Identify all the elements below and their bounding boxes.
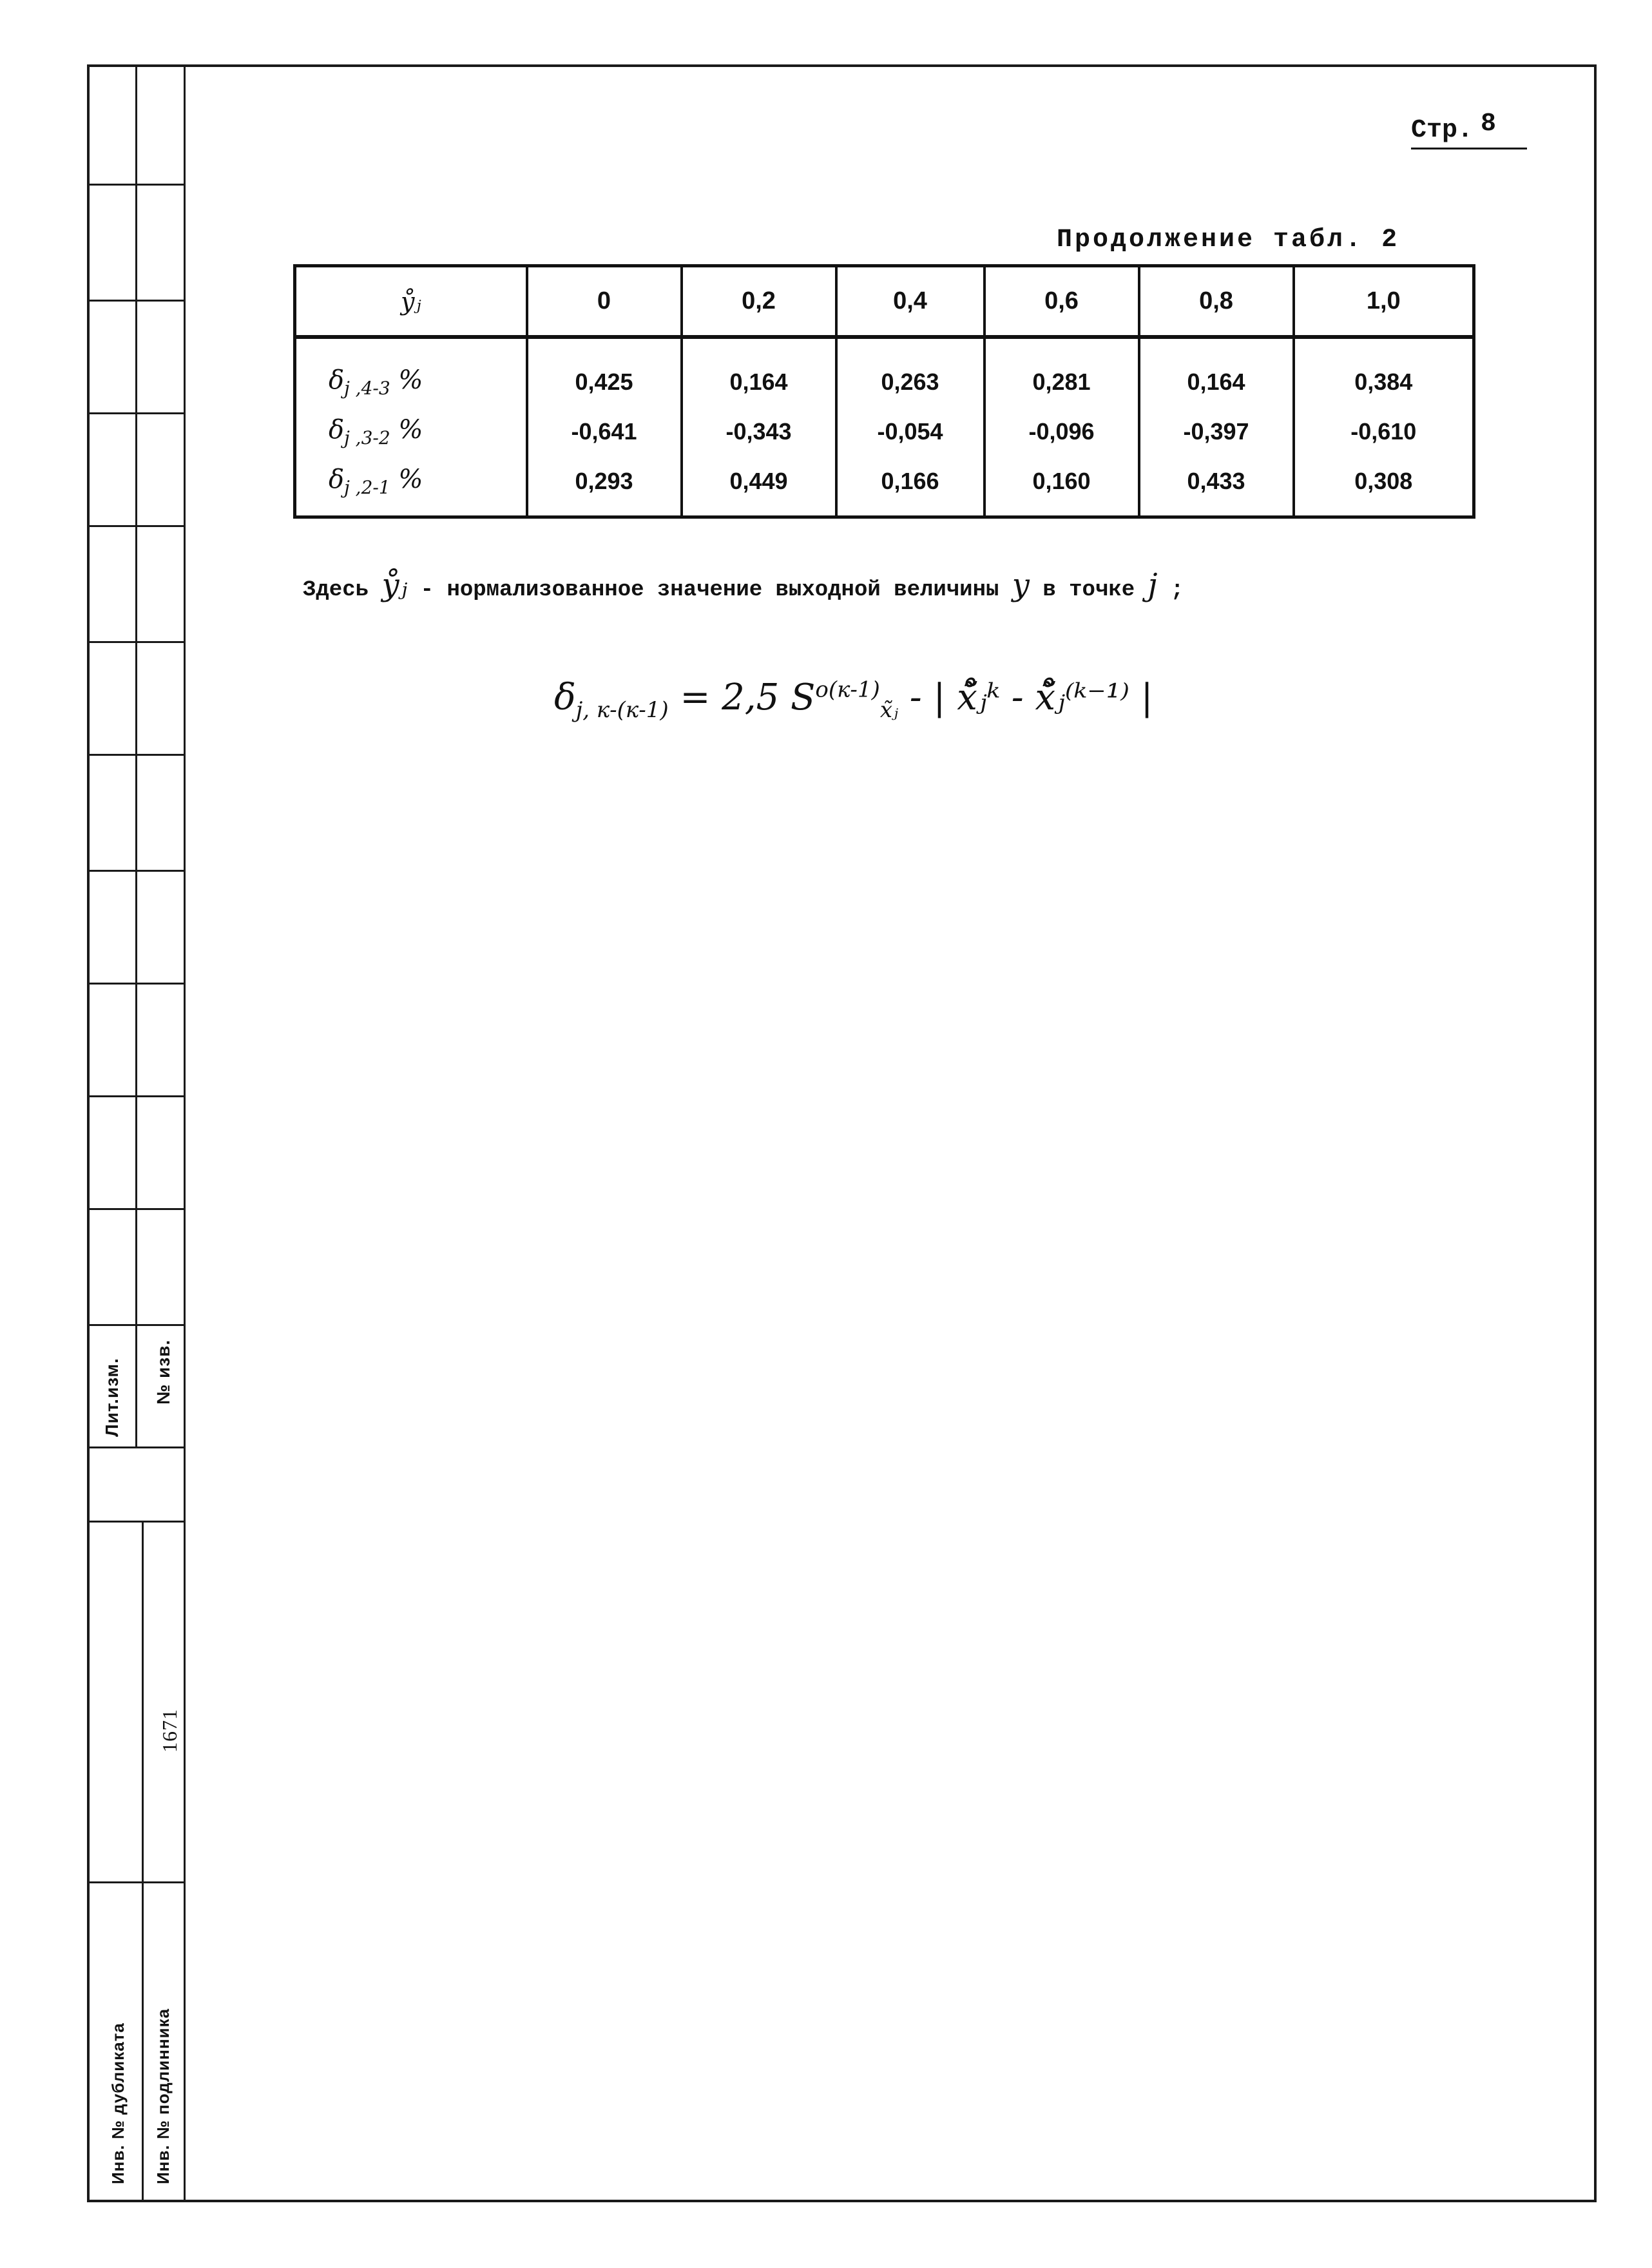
- table-cell: -0,054: [836, 407, 984, 456]
- stamp-row-line: [88, 1095, 184, 1097]
- stamp-row-line: [88, 870, 184, 872]
- table-cell: 0,308: [1294, 457, 1474, 517]
- header-cell: 0,8: [1139, 266, 1294, 338]
- delta-symbol: δ: [329, 415, 345, 445]
- table-cell: 0,433: [1139, 457, 1294, 517]
- note-symbol: ẙⱼ: [381, 567, 408, 603]
- table-cell: 0,263: [836, 337, 984, 407]
- formula: [554, 677, 1153, 723]
- header-y-label: ẙⱼ: [295, 266, 527, 338]
- note-end: ;: [1170, 578, 1184, 602]
- table-cell: 0,384: [1294, 337, 1474, 407]
- data-table: [293, 264, 1475, 519]
- stamp-row-line: [88, 412, 184, 414]
- table-cell: -0,343: [682, 407, 836, 456]
- table-cell: 0,164: [682, 337, 836, 407]
- note-line: [303, 567, 1184, 603]
- stamp-row-line: [88, 300, 184, 302]
- row-label-sub: j ,3-2: [344, 427, 390, 449]
- row-label-sub: j ,2-1: [344, 477, 390, 499]
- percent-unit: %: [398, 465, 423, 495]
- table-caption: Продолжение табл. 2: [1057, 226, 1400, 255]
- formula-lhs-sub: j, к-(к-1): [575, 697, 669, 724]
- table-row: [295, 407, 1474, 456]
- formula-lhs: δ: [554, 677, 576, 718]
- stamp-column-divider-2: [184, 64, 186, 2200]
- stamp-column-divider-3: [142, 1521, 144, 2200]
- stamp-row-line: [88, 1446, 184, 1448]
- stamp-row-line: [88, 1521, 184, 1523]
- note-suffix: в точке: [1042, 578, 1135, 602]
- formula-sub: x̃ⱼ: [879, 697, 898, 724]
- stamp-row-line: [88, 1881, 184, 1883]
- stamp-lit-izm: Лит.изм.: [102, 1358, 122, 1437]
- table-row: [295, 457, 1474, 517]
- row-label-sub: j ,4-3: [344, 378, 390, 399]
- page-number-value: 8: [1481, 110, 1497, 139]
- page-number: [1411, 110, 1527, 149]
- table-row: [295, 337, 1474, 407]
- table-header-row: [295, 266, 1474, 338]
- note-prefix: Здесь: [303, 578, 369, 602]
- table-cell: -0,641: [527, 407, 682, 456]
- stamp-row-line: [88, 641, 184, 643]
- delta-symbol: δ: [329, 365, 345, 396]
- table-cell: 0,425: [527, 337, 682, 407]
- table-cell: 0,449: [682, 457, 836, 517]
- table-cell: 0,166: [836, 457, 984, 517]
- stamp-inv-duplicate: Инв. № дубликата: [108, 2023, 128, 2184]
- stamp-inv-original: Инв. № подлинника: [153, 2008, 173, 2184]
- row-label: [295, 407, 527, 456]
- stamp-row-line: [88, 184, 184, 186]
- row-label: [295, 337, 527, 407]
- formula-rest: - | x̃̊ⱼᵏ - x̃̊ⱼ⁽ᵏ⁻¹⁾ |: [909, 677, 1153, 718]
- note-point: j: [1148, 567, 1158, 603]
- header-cell: 1,0: [1294, 266, 1474, 338]
- percent-unit: %: [398, 365, 423, 396]
- table-cell: 0,160: [984, 457, 1139, 517]
- table-cell: -0,096: [984, 407, 1139, 456]
- stamp-row-line: [88, 1324, 184, 1326]
- table-cell: -0,397: [1139, 407, 1294, 456]
- header-cell: 0: [527, 266, 682, 338]
- header-cell: 0,2: [682, 266, 836, 338]
- formula-coef: = 2,5 S: [680, 677, 816, 718]
- header-cell: 0,6: [984, 266, 1139, 338]
- table-cell: 0,281: [984, 337, 1139, 407]
- stamp-inv-original-number: 1671: [158, 1709, 181, 1753]
- stamp-n-izv: № изв.: [153, 1339, 173, 1405]
- page-label: Стр.: [1411, 116, 1474, 145]
- stamp-row-line: [88, 754, 184, 756]
- row-label: [295, 457, 527, 517]
- formula-sup: o(к-1): [815, 677, 880, 703]
- stamp-row-line: [88, 1208, 184, 1210]
- table-cell: -0,610: [1294, 407, 1474, 456]
- delta-symbol: δ: [329, 465, 345, 495]
- header-cell: 0,4: [836, 266, 984, 338]
- note-var: y: [1012, 567, 1030, 603]
- stamp-row-line: [88, 525, 184, 527]
- percent-unit: %: [398, 415, 423, 445]
- table-cell: 0,164: [1139, 337, 1294, 407]
- stamp-row-line: [88, 983, 184, 985]
- table-cell: 0,293: [527, 457, 682, 517]
- note-text: - нормализованное значение выходной величины: [420, 578, 999, 602]
